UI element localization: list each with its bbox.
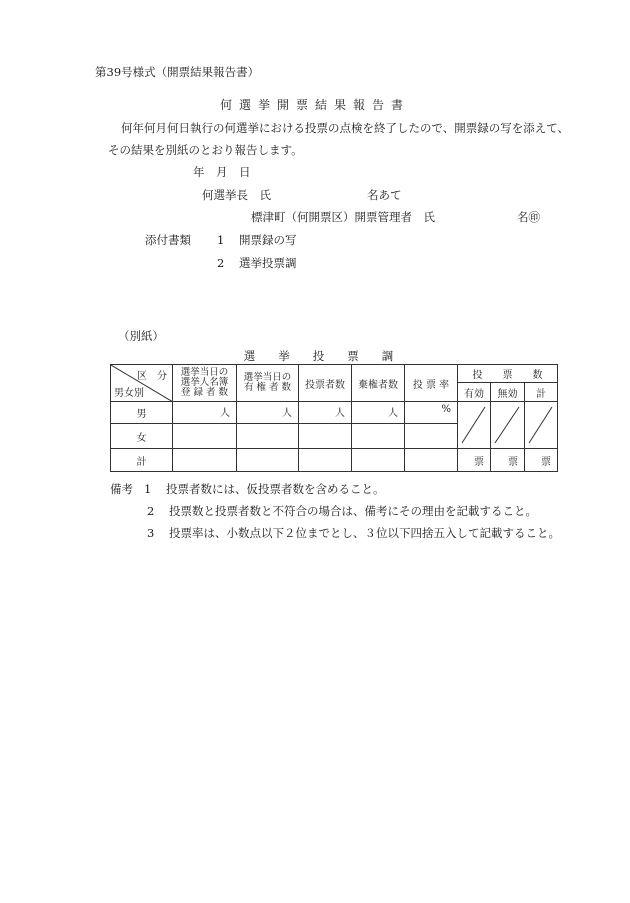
form-number: 第39号様式（開票結果報告書） [95, 65, 260, 79]
slash-line [525, 402, 557, 448]
notes-label: 備考 [110, 482, 133, 496]
header-valid: 有効 [458, 383, 491, 402]
note-item [110, 481, 384, 497]
header-total: 計 [525, 383, 558, 402]
attachment-text: 開票録の写 [238, 233, 297, 247]
header-rate: 投 票 率 [405, 365, 458, 402]
sender-seal: 名㊞ [517, 210, 540, 224]
note-text: 投票者数には、仮投票者数を含めること。 [165, 482, 385, 496]
unit-cell: 人 [173, 402, 237, 424]
unit-cell: 人 [299, 402, 352, 424]
note-text: 投票数と投票者数と不符合の場合は、備考にその理由を記載すること。 [169, 504, 537, 518]
unit-cell: 人 [352, 402, 405, 424]
date-line: 年 月 日 [193, 165, 251, 179]
header-eligible: 選挙当日の 有 権 者 数 [237, 365, 299, 402]
slash-line [458, 402, 490, 448]
note-text: 投票率は、小数点以下２位までとし、３位以下四捨五入して記載すること。 [169, 526, 560, 540]
sender-line [251, 209, 540, 225]
vote-table [110, 364, 558, 472]
note-item [147, 503, 537, 519]
empty-cell [237, 449, 299, 472]
annex-title: 選挙投票調 [243, 349, 417, 363]
corner-top-label: 区 分 [137, 371, 167, 382]
header-ballots: 投 票 数 [458, 365, 558, 383]
header-voters: 投票者数 [299, 365, 352, 402]
ballot-unit: 票 [458, 449, 491, 472]
unit-cell: % [405, 402, 458, 424]
row-label-female: 女 [111, 424, 173, 449]
attachment-item [217, 232, 296, 248]
empty-cell [173, 424, 237, 449]
addressee-line [202, 187, 402, 203]
empty-cell [299, 449, 352, 472]
corner-bottom-label: 男女別 [114, 388, 144, 399]
addressee: 何選挙長 氏 [202, 188, 271, 202]
empty-cell [173, 449, 237, 472]
annex-label: （別紙） [118, 329, 164, 343]
header-registered: 選挙当日の 選挙人名簿 登 録 者 数 [173, 365, 237, 402]
body-line-1: 何年何月何日執行の何選挙における投票の点検を終了したので、開票録の写を添えて、 [121, 121, 570, 135]
attachments-label: 添付書類 [145, 233, 191, 247]
unit-cell: 人 [237, 402, 299, 424]
empty-cell [405, 424, 458, 449]
note-num: 3 [147, 526, 155, 540]
attachment-num: 1 [217, 233, 225, 247]
attachment-item [217, 255, 296, 271]
header-abstain: 棄権者数 [352, 365, 405, 402]
slash-line [491, 402, 524, 448]
empty-cell [237, 424, 299, 449]
ballot-unit: 票 [525, 449, 558, 472]
addressee-suffix: 名あて [367, 188, 402, 202]
empty-cell [405, 449, 458, 472]
empty-cell [352, 449, 405, 472]
document-title: 何選挙開票結果報告書 [219, 98, 410, 112]
corner-header [111, 365, 173, 402]
attachment-num: 2 [217, 256, 225, 270]
note-num: 1 [143, 482, 152, 496]
note-num: 2 [147, 504, 155, 518]
row-label-male: 男 [111, 402, 173, 424]
sender: 標津町（何開票区）開票管理者 氏 [251, 210, 435, 224]
slash-cell [491, 402, 525, 449]
slash-cell [458, 402, 491, 449]
header-invalid: 無効 [491, 383, 525, 402]
ballot-unit: 票 [491, 449, 525, 472]
slash-cell [525, 402, 558, 449]
attachment-text: 選挙投票調 [238, 256, 297, 270]
empty-cell [352, 424, 405, 449]
note-item [147, 525, 560, 541]
row-label-total: 計 [111, 449, 173, 472]
body-line-2: その結果を別紙のとおり報告します。 [108, 143, 303, 157]
empty-cell [299, 424, 352, 449]
